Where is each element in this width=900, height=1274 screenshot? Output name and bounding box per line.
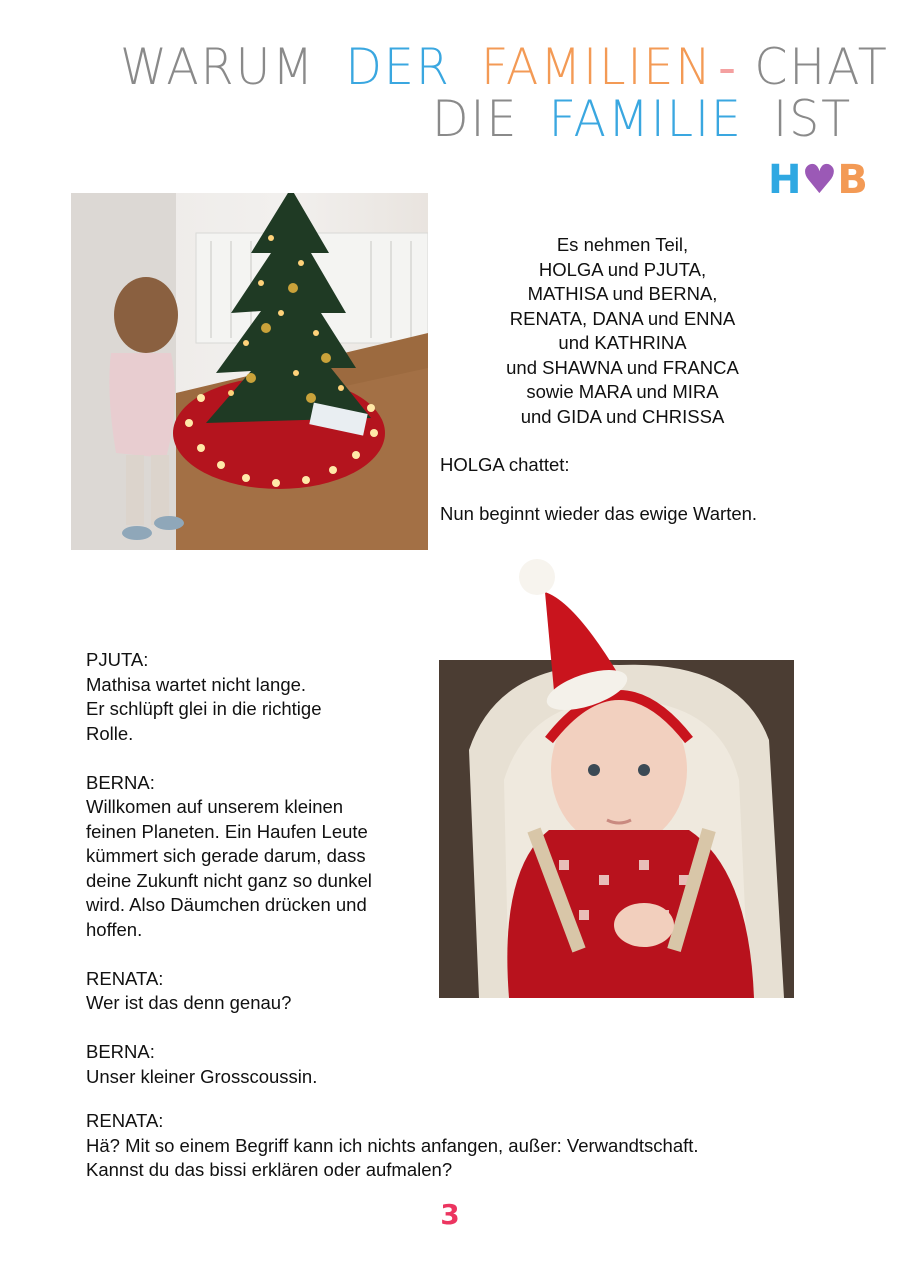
chat-message xyxy=(86,648,426,746)
speaker-label: RENATA: xyxy=(86,1110,164,1131)
message-line: Hä? Mit so einem Begriff kann ich nichts anfangen, außer: Verwandtschaft. xyxy=(86,1134,699,1156)
participants-line: und KATHRINA xyxy=(558,332,687,353)
message-line: Rolle. xyxy=(86,722,134,744)
heart-icon: ♥ xyxy=(801,157,838,203)
speaker-label: BERNA: xyxy=(86,771,155,793)
message-line: Mathisa wartet nicht lange. xyxy=(86,673,307,695)
chat-message xyxy=(86,1040,426,1089)
title-hyphen xyxy=(720,69,733,73)
participants-line: MATHISA und BERNA, xyxy=(527,283,718,304)
title-word: DER xyxy=(345,38,451,96)
message-line: deine Zukunft nicht ganz so dunkel xyxy=(86,869,372,891)
chat-dialog xyxy=(86,648,426,1089)
speaker-label: BERNA: xyxy=(86,1041,155,1062)
photo-girl-christmas-tree xyxy=(71,193,428,550)
participants-list xyxy=(440,233,805,429)
title-word: FAMILIE xyxy=(548,90,743,148)
message-line: hoffen. xyxy=(86,918,143,940)
chat-message xyxy=(86,771,426,943)
page-number: 3 xyxy=(440,1198,460,1231)
message-line: Kannst du das bissi erklären oder aufmalen? xyxy=(86,1159,453,1180)
message-line: feinen Planeten. Ein Haufen Leute xyxy=(86,820,368,842)
participants-line: und GIDA und CHRISSA xyxy=(520,405,725,427)
participants-line: Es nehmen Teil, xyxy=(556,234,689,255)
page-title-line-1 xyxy=(120,38,900,96)
title-word: CHAT xyxy=(754,38,889,96)
holga-message xyxy=(440,453,870,527)
page-title-line-2 xyxy=(432,90,865,148)
logo-letter-h: H xyxy=(768,157,802,203)
christmas-tree-illustration xyxy=(71,193,428,550)
participants-line: HOLGA und PJUTA, xyxy=(538,258,707,280)
title-word: IST xyxy=(773,90,853,148)
title-word: WARUM xyxy=(120,38,316,96)
participants-line: und SHAWNA und FRANCA xyxy=(506,356,739,378)
title-word: DIE xyxy=(432,90,519,148)
speaker-label: PJUTA: xyxy=(86,649,149,670)
hvb-logo xyxy=(768,152,868,208)
message-line: wird. Also Däumchen drücken und xyxy=(86,894,367,915)
message-line: Willkomen auf unserem kleinen xyxy=(86,796,344,817)
participants-line: RENATA, DANA und ENNA xyxy=(509,307,736,329)
chat-message xyxy=(86,1109,826,1183)
message-line: Er schlüpft glei in die richtige xyxy=(86,698,322,719)
message-line: Wer ist das denn genau? xyxy=(86,992,292,1013)
speaker-label: HOLGA chattet: xyxy=(440,454,570,475)
logo-letter-b: B xyxy=(837,157,868,203)
chat-dialog-wide xyxy=(86,1109,826,1183)
title-word: FAMILIEN xyxy=(481,38,713,96)
speaker-label: RENATA: xyxy=(86,967,164,989)
message-line: Unser kleiner Grosscoussin. xyxy=(86,1065,318,1087)
message-line: Nun beginnt wieder das ewige Warten. xyxy=(440,503,758,524)
participants-line: sowie MARA und MIRA xyxy=(526,381,719,402)
message-line: kümmert sich gerade darum, dass xyxy=(86,845,366,866)
santa-hat-icon xyxy=(515,552,630,712)
chat-message xyxy=(86,967,426,1016)
